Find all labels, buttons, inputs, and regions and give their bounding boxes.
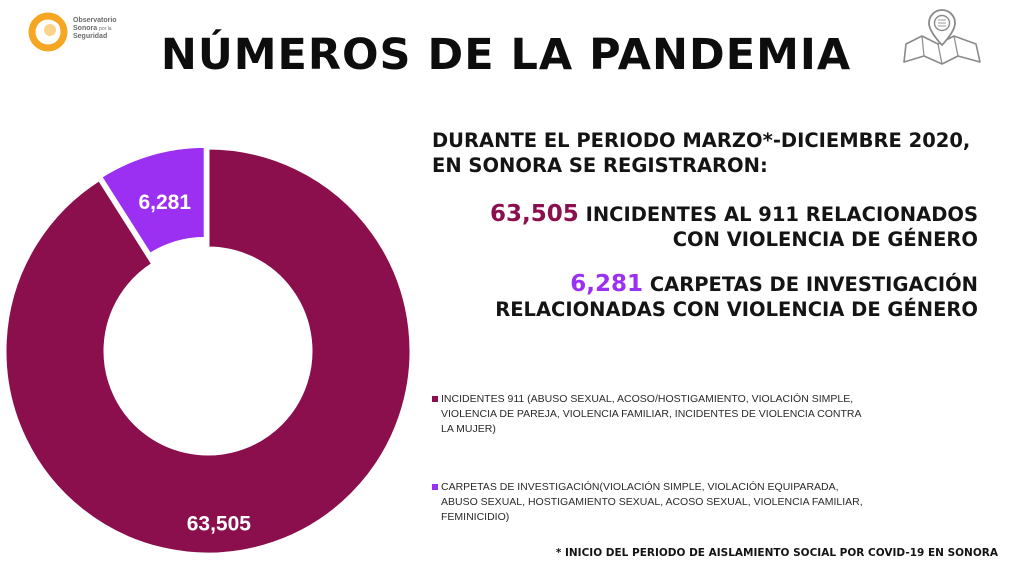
stat-carpetas-line-1: CARPETAS DE INVESTIGACIÓN	[649, 273, 978, 296]
legend-swatch-incidentes	[432, 396, 438, 402]
footnote: * INICIO DEL PERIODO DE AISLAMIENTO SOCIAL POR COVID-19 EN SONORA	[555, 547, 998, 559]
stat-incidentes-line-1: INCIDENTES AL 911 RELACIONADOS	[585, 203, 978, 226]
legend-item-carpetas	[432, 480, 872, 525]
stat-carpetas-line-2: RELACIONADAS CON VIOLENCIA DE GÉNERO	[495, 298, 978, 321]
legend-item-incidentes	[432, 392, 872, 437]
legend-text-carpetas: CARPETAS DE INVESTIGACIÓN(VIOLACIÓN SIMPLE, VIOLACIÓN EQUIPARADA, ABUSO SEXUAL, HOSTIGAMIENTO SEXUAL, ACOSO SEXUAL, VIOLENCIA FAMILIAR, FEMINICIDIO)	[441, 481, 863, 523]
data-label-incidentes: 63,505	[186, 512, 251, 536]
stat-carpetas-number: 6,281	[570, 271, 644, 297]
legend-text-incidentes: INCIDENTES 911 (ABUSO SEXUAL, ACOSO/HOSTIGAMIENTO, VIOLACIÓN SIMPLE, VIOLENCIA DE PAREJA, VIOLENCIA FAMILIAR, INCIDENTES DE VIOLENCIA CONTRA LA MUJER)	[441, 393, 861, 435]
summary-text	[432, 128, 992, 178]
page-title: NÚMEROS DE LA PANDEMIA	[160, 30, 852, 80]
stat-carpetas	[495, 272, 978, 322]
logo-line-3: Seguridad	[73, 33, 108, 40]
stat-incidentes-number: 63,505	[490, 201, 579, 227]
logo-line-2: Sonora	[73, 25, 98, 32]
summary-line-2: EN SONORA SE REGISTRARON:	[432, 154, 768, 177]
summary-line-1: DURANTE EL PERIODO MARZO*-DICIEMBRE 2020,	[432, 129, 971, 152]
donut-slice-incidentes	[5, 148, 411, 554]
stat-incidentes	[490, 202, 978, 252]
stat-incidentes-line-2: CON VIOLENCIA DE GÉNERO	[672, 228, 978, 251]
logo-line-1: Observatorio	[73, 17, 117, 24]
legend-swatch-carpetas	[432, 484, 438, 490]
data-label-carpetas: 6,281	[138, 191, 192, 215]
donut-chart	[0, 0, 430, 569]
logo-line-2-small: por la	[99, 26, 112, 32]
